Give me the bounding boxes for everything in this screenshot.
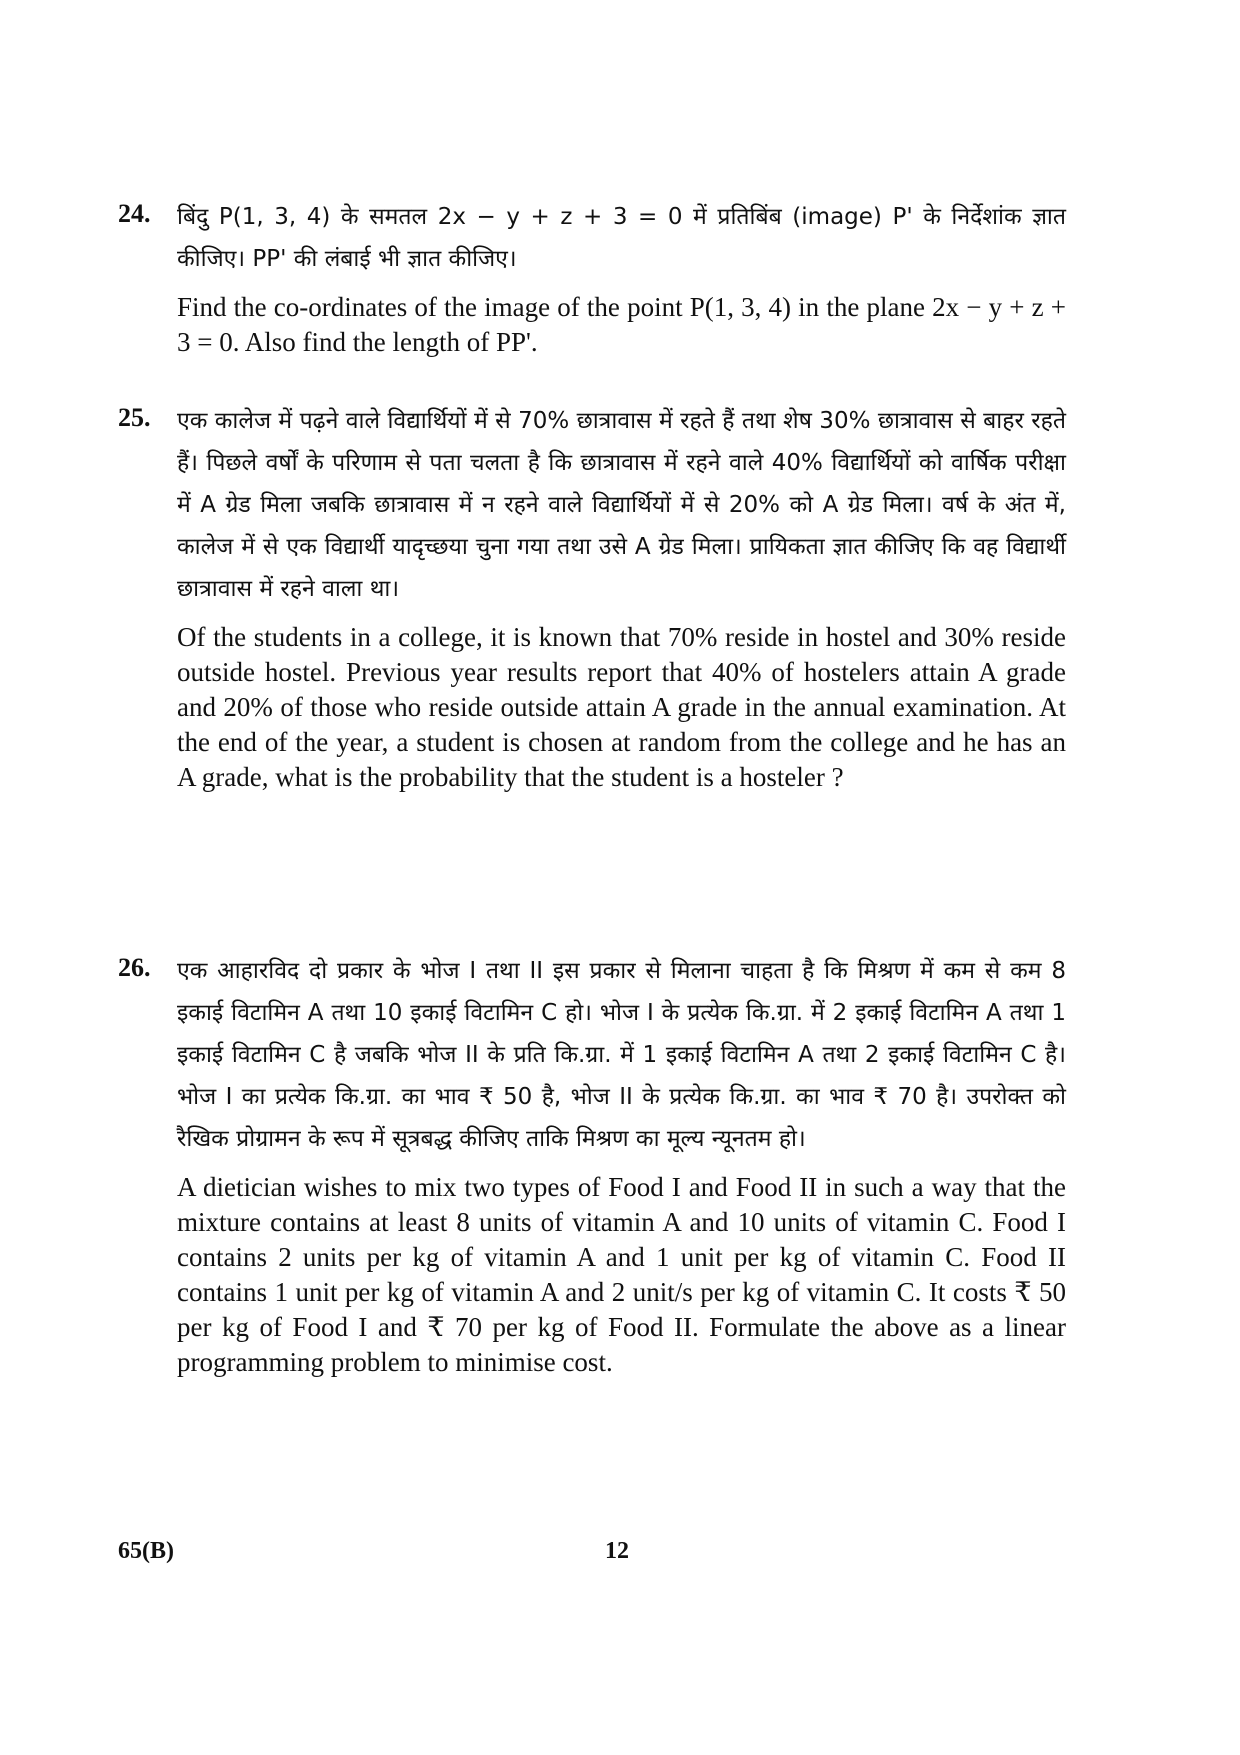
question-number: 24.	[118, 199, 151, 228]
question-text-hindi: एक कालेज में पढ़ने वाले विद्यार्थियों में से 70% छात्रावास में रहते हैं तथा शेष 30% छात्रावास से बाहर रहते हैं। पिछले वर्षों के परिणाम से पता चलता है कि छात्रावास में रहने वाले 40% विद्यार्थियों को वार्षिक परीक्षा में A ग्रेड मिला जबकि छात्रावास में न रहने वाले विद्यार्थियों में से 20% को A ग्रेड मिला। वर्ष के अंत में, कालेज में से एक विद्यार्थी यादृच्छया चुना गया तथा उसे A ग्रेड मिला। प्रायिकता ज्ञात कीजिए कि वह विद्यार्थी छात्रावास में रहने वाला था।	[177, 408, 1066, 602]
question-number: 25.	[118, 403, 151, 432]
question-text-english: Find the co-ordinates of the image of the point P(1, 3, 4) in the plane 2x − y + z + 3 = 0. Also find the length of PP'.	[177, 292, 1066, 357]
question-number: 26.	[118, 953, 151, 982]
paper-code: 65(B)	[118, 1538, 174, 1564]
question-24	[118, 196, 1068, 360]
question-26	[118, 950, 1068, 1380]
question-25	[118, 400, 1068, 795]
question-text-hindi: एक आहारविद दो प्रकार के भोज I तथा II इस प्रकार से मिलाना चाहता है कि मिश्रण में कम से कम 8 इकाई विटामिन A तथा 10 इकाई विटामिन C हो। भोज I के प्रत्येक कि.ग्रा. में 2 इकाई विटामिन A तथा 1 इकाई विटामिन C है जबकि भोज II के प्रति कि.ग्रा. में 1 इकाई विटामिन A तथा 2 इकाई विटामिन C है। भोज I का प्रत्येक कि.ग्रा. का भाव ₹ 50 है, भोज II के प्रत्येक कि.ग्रा. का भाव ₹ 70 है। उपरोक्त को रैखिक प्रोग्रामन के रूप में सूत्रबद्ध कीजिए ताकि मिश्रण का मूल्य न्यूनतम हो।	[177, 958, 1066, 1152]
question-text-hindi: बिंदु P(1, 3, 4) के समतल 2x − y + z + 3 = 0 में प्रतिबिंब (image) P' के निर्देशांक ज्ञात कीजिए। PP' की लंबाई भी ज्ञात कीजिए।	[177, 204, 1066, 272]
page-number: 12	[605, 1538, 629, 1564]
question-text-english: A dietician wishes to mix two types of Food I and Food II in such a way that the mixture contains at least 8 units of vitamin A and 10 units of vitamin C. Food I contains 2 units per kg of vitamin A and 1 unit per kg of vitamin C. Food II contains 1 unit per kg of vitamin A and 2 unit/s per kg of vitamin C. It costs ₹ 50 per kg of Food I and ₹ 70 per kg of Food II. Formulate the above as a linear programming problem to minimise cost.	[177, 1172, 1066, 1377]
question-text-english: Of the students in a college, it is known that 70% reside in hostel and 30% reside outside hostel. Previous year results report that 40% of hostelers attain A grade and 20% of those who reside outside attain A grade in the annual examination. At the end of the year, a student is chosen at random from the college and he has an A grade, what is the probability that the student is a hosteler ?	[177, 622, 1066, 792]
